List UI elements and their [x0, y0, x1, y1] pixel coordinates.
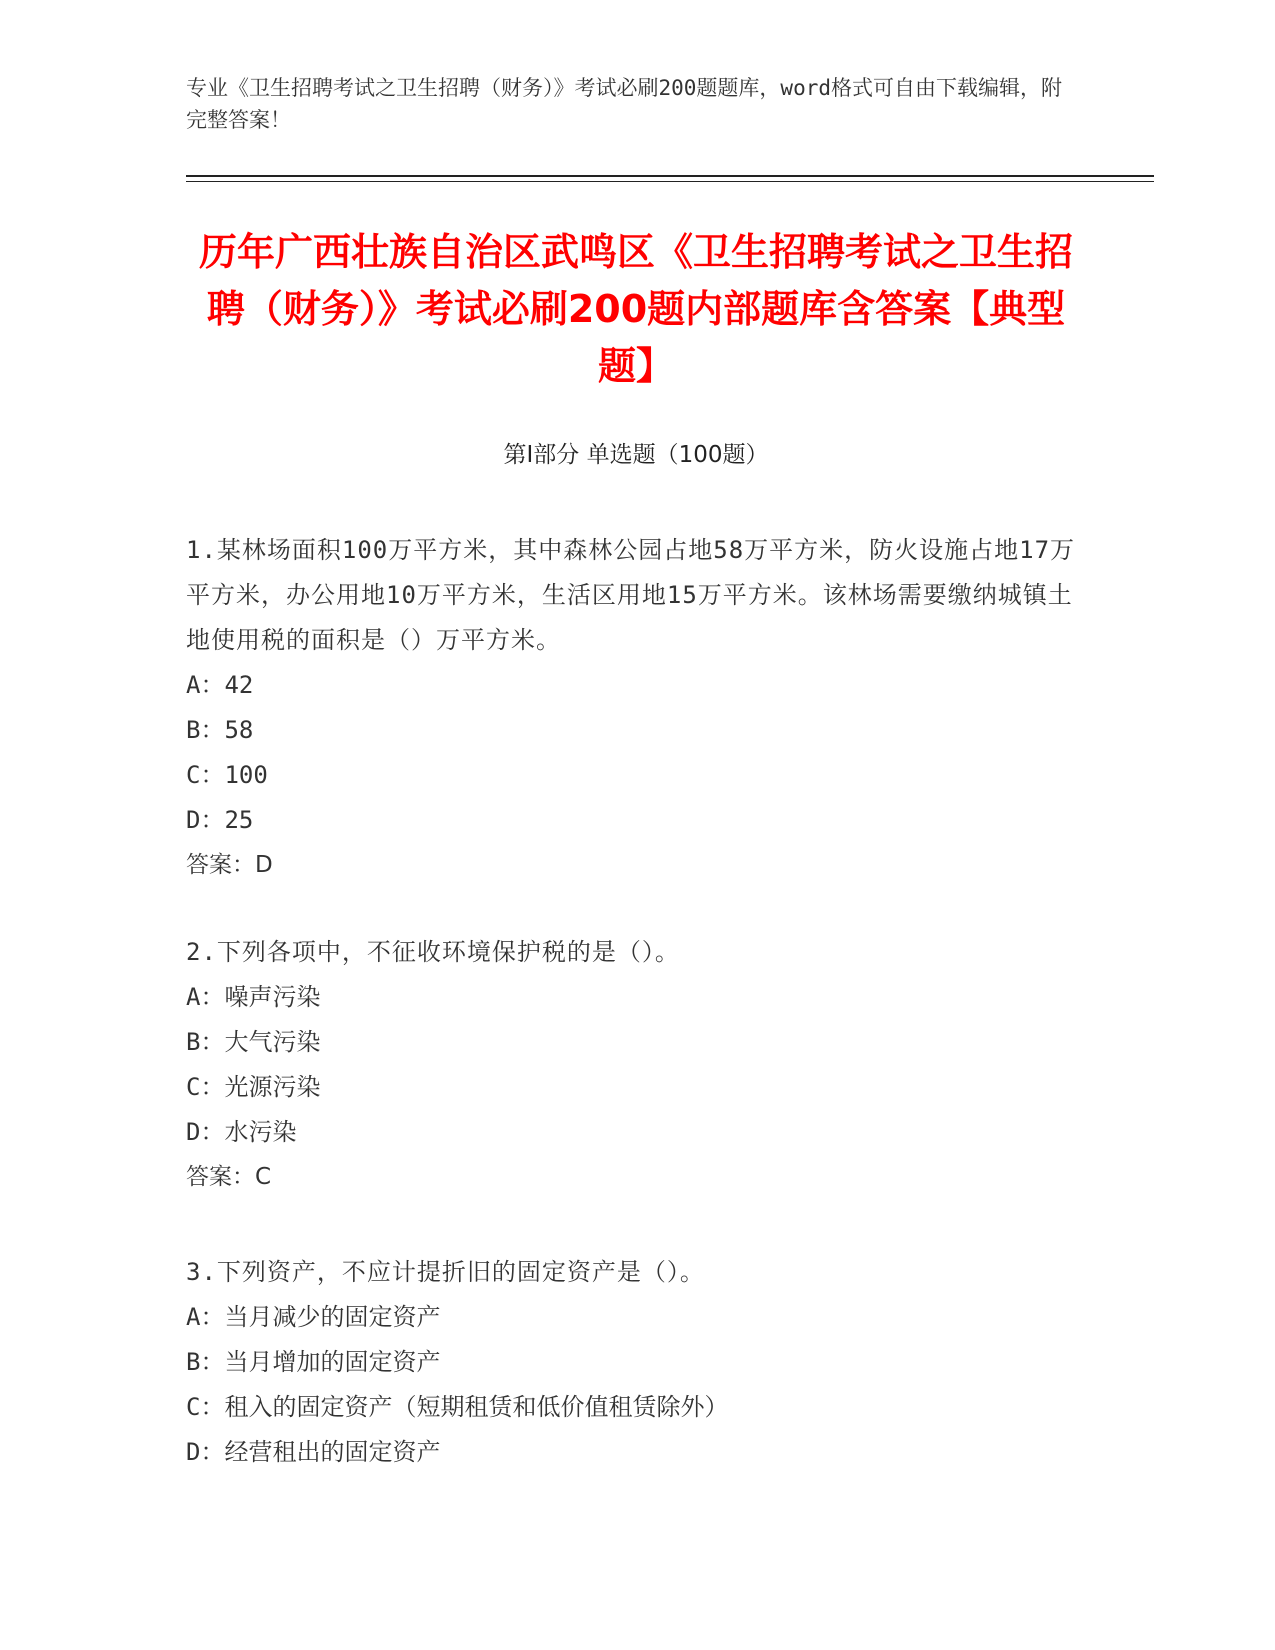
header-divider-thick [186, 175, 1154, 177]
question-stem: 1.某林场面积100万平方米，其中森林公园占地58万平方米，防火设施占地17万平方米，办公用地10万平方米，生活区用地15万平方米。该林场需要缴纳城镇土地使用税的面积是（）万平方米。 [186, 536, 1076, 654]
answer: 答案：D [186, 852, 273, 878]
option-d: D：25 [186, 806, 254, 834]
option-a: A：42 [186, 671, 254, 699]
header-divider-thin [186, 181, 1154, 182]
option-b: B：58 [186, 716, 254, 744]
option-a: A：当月减少的固定资产 [186, 1303, 441, 1331]
answer: 答案：C [186, 1164, 272, 1190]
option-b: B：当月增加的固定资产 [186, 1348, 441, 1376]
option-b: B：大气污染 [186, 1028, 321, 1056]
option-d: D：经营租出的固定资产 [186, 1438, 441, 1466]
option-c: C：光源污染 [186, 1073, 321, 1101]
section-heading: 第I部分 单选题（100题） [503, 442, 769, 468]
header-note: 专业《卫生招聘考试之卫生招聘（财务）》考试必刷200题题库，word格式可自由下载编辑，附完整答案！ [186, 76, 1062, 132]
question-2 [186, 930, 1086, 1200]
question-1 [186, 528, 1086, 888]
question-stem: 3.下列资产，不应计提折旧的固定资产是（）。 [186, 1258, 705, 1286]
option-d: D：水污染 [186, 1118, 297, 1146]
document-title: 历年广西壮族自治区武鸣区《卫生招聘考试之卫生招聘（财务）》考试必刷200题内部题库含答案【典型题】 [198, 230, 1073, 388]
question-3 [186, 1250, 1086, 1475]
option-c: C：租入的固定资产（短期租赁和低价值租赁除外） [186, 1393, 729, 1421]
option-c: C：100 [186, 761, 268, 789]
option-a: A：噪声污染 [186, 983, 321, 1011]
question-stem: 2.下列各项中，不征收环境保护税的是（）。 [186, 938, 680, 966]
